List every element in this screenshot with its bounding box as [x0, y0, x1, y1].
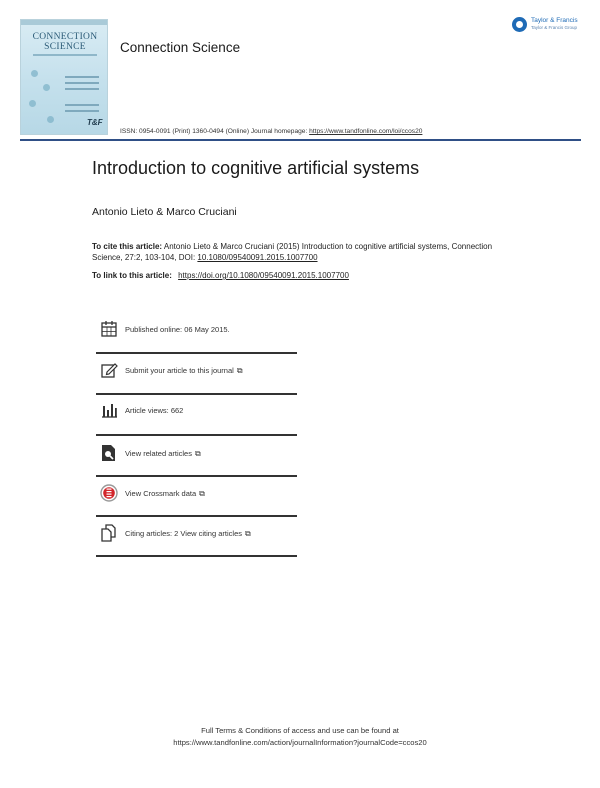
citing-articles-text: Citing articles: 2 View citing articles: [125, 529, 242, 538]
journal-title: Connection Science: [120, 40, 241, 55]
footer-terms-link[interactable]: https://www.tandfonline.com/action/journalInformation?journalCode=ccos20: [173, 738, 427, 747]
footer-terms: Full Terms & Conditions of access and use can be found at: [201, 726, 399, 735]
issn-line: [120, 128, 422, 135]
cover-text-line: [65, 82, 99, 84]
edit-icon: [100, 361, 118, 379]
issn-text: ISSN: 0954-0091 (Print) 1360-0494 (Online) Journal homepage:: [120, 128, 308, 135]
bar-chart-icon: [100, 401, 118, 419]
published-online-label: Published online: 06 May 2015.: [125, 325, 230, 334]
cover-title: CONNECTION SCIENCE: [32, 32, 98, 52]
cover-molecule-icon: [47, 116, 54, 123]
crossmark-item[interactable]: [96, 484, 297, 514]
submit-article-item[interactable]: [96, 361, 297, 391]
divider: [96, 434, 297, 436]
external-link-icon: ⧉: [194, 449, 201, 458]
citation-label: To cite this article:: [92, 242, 163, 251]
link-line: [92, 271, 349, 280]
external-link-icon: ⧉: [245, 529, 251, 538]
article-views-label: Article views: 662: [125, 406, 184, 415]
calendar-icon: [100, 320, 118, 338]
publisher-logo-subtext: Taylor & Francis Group: [531, 25, 578, 30]
divider: [96, 352, 297, 354]
doi-link[interactable]: 10.1080/09540091.2015.1007700: [197, 253, 318, 262]
external-link-icon: ⧉: [199, 489, 205, 498]
publisher-logo-text: Taylor & Francis: [531, 17, 578, 24]
article-url-link[interactable]: https://doi.org/10.1080/09540091.2015.1007700: [178, 271, 349, 280]
citing-articles-item[interactable]: [96, 524, 297, 554]
cover-subtitle-line: [33, 54, 97, 56]
cover-text-line: [65, 110, 99, 112]
related-articles-label[interactable]: [125, 449, 201, 459]
divider: [96, 555, 297, 557]
article-views-item: [96, 401, 297, 431]
publisher-logo-icon: [512, 17, 527, 32]
link-label: To link to this article:: [92, 271, 172, 280]
submit-article-text: Submit your article to this journal: [125, 366, 234, 375]
divider: [96, 515, 297, 517]
citing-articles-label[interactable]: [125, 529, 251, 539]
cover-text-line: [65, 104, 99, 106]
publisher-logo[interactable]: [512, 17, 584, 35]
cover-molecule-icon: [29, 100, 36, 107]
journal-cover[interactable]: [20, 19, 108, 135]
article-title: Introduction to cognitive artificial systems: [92, 158, 420, 178]
cover-molecule-icon: [43, 84, 50, 91]
cover-top-band: [21, 20, 108, 25]
article-authors: Antonio Lieto & Marco Cruciani: [92, 206, 237, 218]
cover-text-line: [65, 88, 99, 90]
copy-icon: [100, 524, 118, 542]
crossmark-icon: [100, 484, 118, 502]
search-document-icon: [100, 444, 118, 462]
cover-molecule-icon: [31, 70, 38, 77]
citation-block: [92, 241, 522, 263]
related-articles-item[interactable]: [96, 444, 297, 474]
divider: [96, 393, 297, 395]
divider: [96, 475, 297, 477]
submit-article-label[interactable]: [125, 366, 243, 376]
journal-homepage-link[interactable]: https://www.tandfonline.com/loi/ccos20: [309, 128, 423, 135]
crossmark-label[interactable]: [125, 489, 205, 499]
header-rule: [20, 139, 581, 141]
related-articles-text: View related articles: [125, 449, 192, 458]
cover-publisher-logo: T&F: [87, 118, 103, 127]
citation-text: Antonio Lieto & Marco Cruciani (2015) Introduction to cognitive artificial systems, Connection Science, 27:2, 103-104, DOI:: [92, 242, 493, 262]
published-online-item: [96, 320, 297, 350]
crossmark-text: View Crossmark data: [125, 489, 197, 498]
cover-text-line: [65, 76, 99, 78]
external-link-icon: ⧉: [236, 366, 243, 375]
